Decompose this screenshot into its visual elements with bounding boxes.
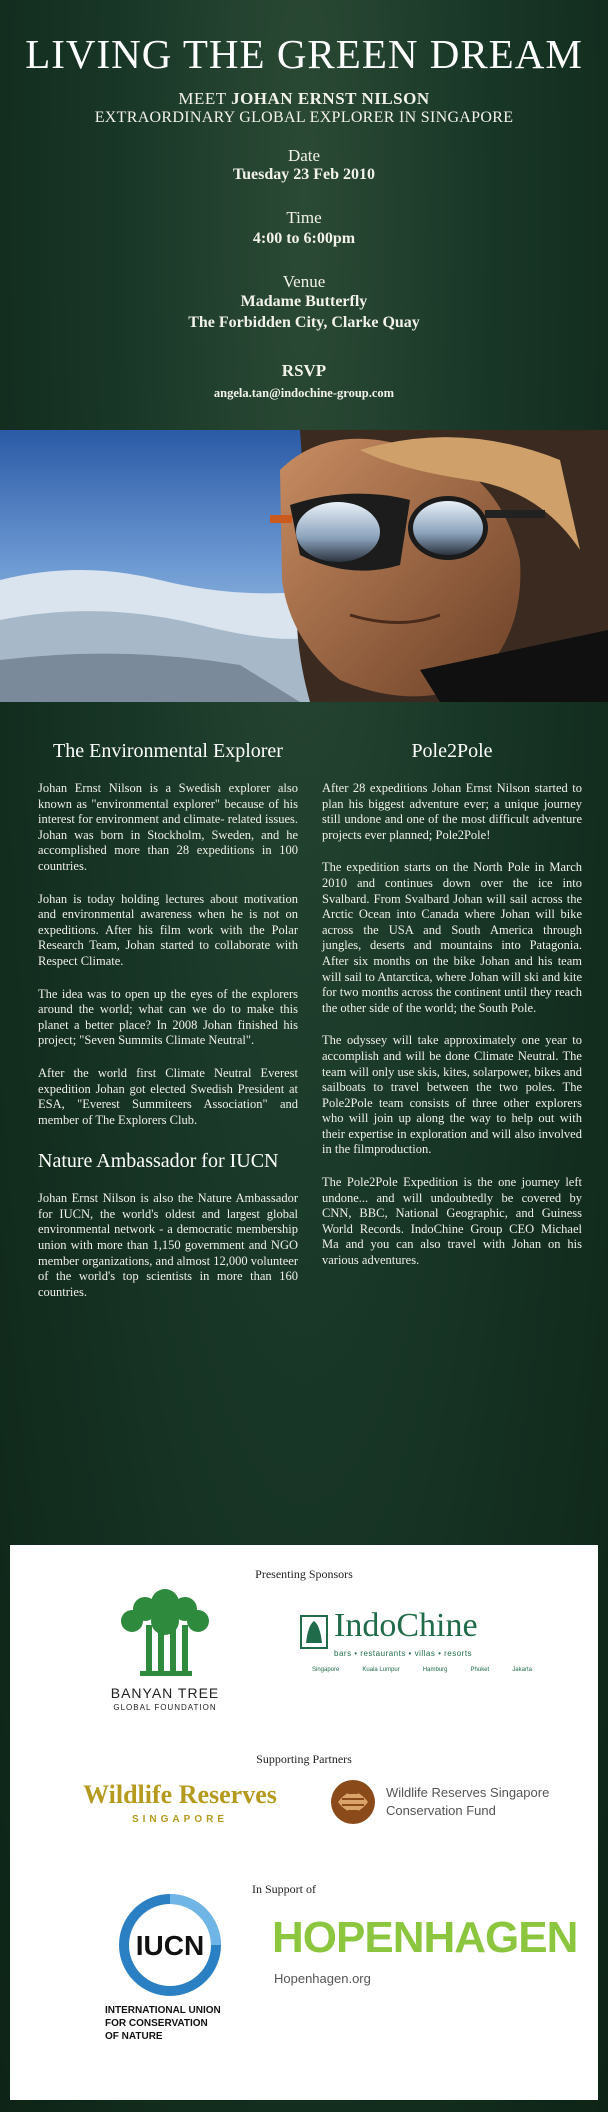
environmental-explorer-heading: The Environmental Explorer bbox=[53, 740, 283, 762]
in-support-of-label: In Support of bbox=[252, 1882, 316, 1896]
city-item: Phuket bbox=[470, 1667, 490, 1673]
city-item: Hamburg bbox=[422, 1667, 448, 1673]
time-label: Time bbox=[286, 208, 322, 227]
city-item: Jakarta bbox=[512, 1667, 532, 1673]
right-paragraph-4: The Pole2Pole Expedition is the one journey left undone... and will undoubtedly be covered by CNN, BBC, National Geographic, and Guiness World Records. IndoChine Group CEO Michael Ma and you can also travel with Johan on his various adventures. bbox=[322, 1175, 582, 1268]
hopenhagen-url[interactable]: Hopenhagen.org bbox=[274, 1971, 371, 1986]
wrs-conservation-fund-logo bbox=[328, 1773, 578, 1833]
pole2pole-heading: Pole2Pole bbox=[411, 740, 493, 762]
wildlife-reserves-name: Wildlife Reserves bbox=[83, 1780, 277, 1809]
banyan-tree-logo bbox=[90, 1585, 240, 1715]
banyan-tree-subtitle: GLOBAL FOUNDATION bbox=[113, 1703, 217, 1712]
iucn-line1: INTERNATIONAL UNION bbox=[105, 2005, 221, 2016]
hopenhagen-name: HOPENHAGEN bbox=[272, 1913, 578, 1962]
guest-name: JOHAN ERNST NILSON bbox=[231, 89, 430, 108]
city-item: Kuala Lumpur bbox=[362, 1667, 400, 1673]
presenting-sponsors-label: Presenting Sponsors bbox=[255, 1567, 353, 1581]
wrs-fund-line2: Conservation Fund bbox=[386, 1803, 496, 1818]
banyan-tree-name: BANYAN TREE bbox=[110, 1685, 220, 1701]
iucn-line3: OF NATURE bbox=[105, 2031, 163, 2042]
indochine-logo bbox=[300, 1607, 540, 1687]
indochine-emblem-icon bbox=[300, 1615, 328, 1649]
indochine-cities bbox=[312, 1667, 532, 1673]
left-column bbox=[38, 740, 298, 1317]
wrs-fund-line1: Wildlife Reserves Singapore bbox=[386, 1785, 550, 1800]
explorer-photo bbox=[0, 430, 608, 702]
left-paragraph-5: Johan Ernst Nilson is also the Nature Ambassador for IUCN, the world's oldest and largest global environmental network - a democratic membership union with more than 1,150 government and NGO member organizations, and almost 12,000 volunteer of the world's top scientists in more than 160 countries. bbox=[38, 1191, 298, 1299]
rsvp-label: RSVP bbox=[281, 361, 327, 380]
indochine-name: IndoChine bbox=[334, 1607, 478, 1644]
date-label: Date bbox=[287, 146, 321, 165]
banyan-tree-icon bbox=[90, 1585, 240, 1680]
wildlife-reserves-logo bbox=[60, 1780, 300, 1840]
explorer-photo-graphic bbox=[0, 430, 608, 702]
meet-prefix: MEET bbox=[178, 89, 227, 108]
wildlife-reserves-sub: SINGAPORE bbox=[131, 1814, 228, 1825]
indochine-tagline: bars • restaurants • villas • resorts bbox=[334, 1649, 473, 1658]
city-item: Singapore bbox=[312, 1667, 340, 1673]
iucn-name: IUCN bbox=[135, 1930, 205, 1961]
venue-address: The Forbidden City, Clarke Quay bbox=[188, 314, 420, 331]
sponsors-panel bbox=[10, 1545, 598, 2100]
right-paragraph-1: After 28 expeditions Johan Ernst Nilson started to plan his biggest adventure ever; a unique journey still undone and one of the most difficult adventure projects ever planned; Pole2Pole! bbox=[322, 781, 582, 842]
page-title: LIVING THE GREEN DREAM bbox=[25, 31, 583, 77]
pangolin-icon bbox=[328, 1777, 378, 1827]
supporting-partners-label: Supporting Partners bbox=[256, 1752, 352, 1766]
venue-label: Venue bbox=[282, 272, 326, 291]
hopenhagen-logo bbox=[272, 1913, 578, 2003]
iucn-line2: FOR CONSERVATION bbox=[105, 2018, 208, 2029]
date-value: Tuesday 23 Feb 2010 bbox=[232, 166, 376, 183]
left-paragraph-4: After the world first Climate Neutral Everest expedition Johan got elected Swedish President at ESA, "Everest Summiteers Association" and member of The Explorers Club. bbox=[38, 1065, 298, 1127]
left-paragraph-1: Johan Ernst Nilson is a Swedish explorer also known as "environmental explorer" because of his interest for environment and climate- related issues. Johan was born in Stockholm, Sweden, and he accomplished more than 28 expeditions in 100 countries. bbox=[38, 781, 298, 873]
meet-line bbox=[0, 89, 608, 109]
rsvp-email[interactable]: angela.tan@indochine-group.com bbox=[213, 386, 395, 400]
left-paragraph-3: The idea was to open up the eyes of the explorers around the world; what can we do to make this planet a better place? In 2008 Johan finished his project; "Seven Summits Climate Neutral". bbox=[38, 986, 298, 1048]
right-column bbox=[322, 740, 582, 1286]
iucn-logo bbox=[105, 1890, 255, 2050]
right-paragraph-3: The odyssey will take approximately one year to accomplish and will be done Climate Neutral. The team will only use skis, kites, solarpower, bikes and sailboats to travel between the two poles. The Pole2Pole team consists of three other explorers who will join up along the way to help out with their expertise in exploration and will also involved in the filmproduction. bbox=[322, 1033, 582, 1157]
right-paragraph-2: The expedition starts on the North Pole in March 2010 and continues down over the ice into Svalbard. From Svalbard Johan will sail across the Arctic Ocean into Canada where Johan will bike across the USA and South America through jungles, deserts and mountains into Patagonia. After six months on the bike Johan and his team will sail to Antarctica, where Johan will ski and kite for two months across the continent until they reach the other side of the world; the South Pole. bbox=[322, 860, 582, 1015]
nature-ambassador-heading: Nature Ambassador for IUCN bbox=[38, 1150, 279, 1173]
left-paragraph-2: Johan is today holding lectures about motivation and environmental awareness when he is not on expeditions. After his film work with the Polar Research Team, Johan started to collaborate with Respect Climate. bbox=[38, 891, 298, 968]
venue-name: Madame Butterfly bbox=[240, 293, 368, 310]
invitation-header bbox=[0, 0, 608, 430]
guest-subtitle: EXTRAORDINARY GLOBAL EXPLORER IN SINGAPORE bbox=[94, 109, 514, 126]
time-value: 4:00 to 6:00pm bbox=[252, 230, 356, 247]
